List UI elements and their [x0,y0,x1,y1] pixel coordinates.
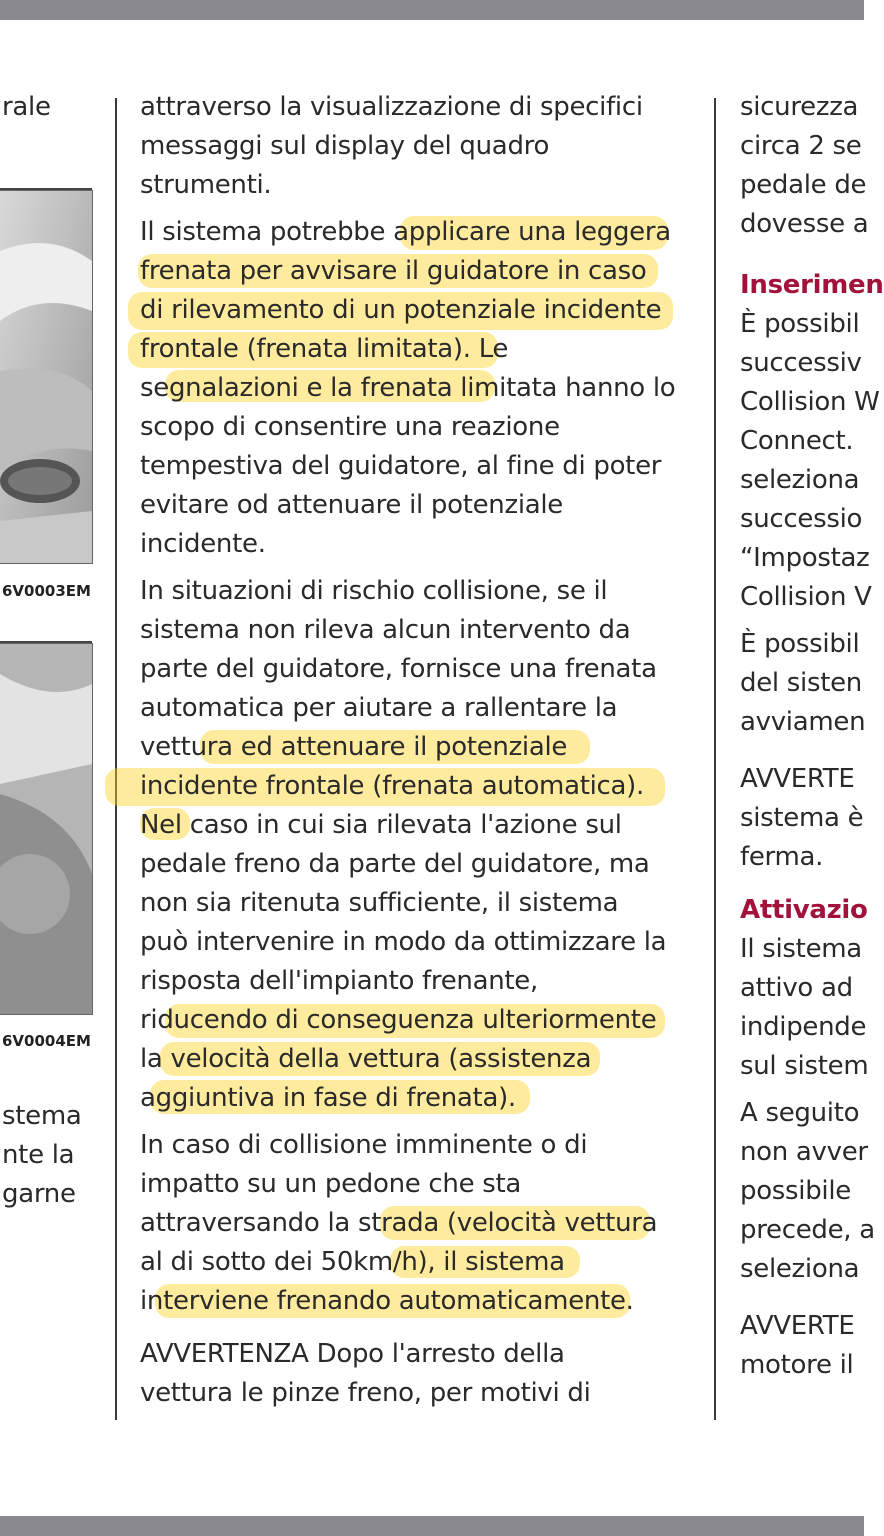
car-interior-image [0,643,93,1015]
paragraph: In situazioni di rischio collisione, se il sistema non rileva alcun intervento da parte del guidatore, fornisce una frenata automatica per aiutare a rallentare la vettura ed attenuare il potenziale incidente frontale (frenata automatica). Nel caso in cui sia rilevata l'azione sul pedale freno da parte del guidatore, ma non sia ritenuta sufficiente, il sistema può intervenire in modo da ottimizzare la risposta dell'impianto frenante, riducendo di conseguenza ulteriormente la velocità della vettura (assistenza aggiuntiva in fase di frenata). [140,576,667,1113]
paragraph: Il sistema attivo ad indipende sul sistem [740,934,869,1081]
bottom-frame-bar [0,1516,864,1536]
section-heading: Attivazio [740,895,868,925]
paragraph: AVVERTENZA Dopo l'arresto della vettura le pinze freno, per motivi di [140,1339,591,1408]
image-label: 6V0004EM [2,1032,91,1050]
middle-text-column [140,88,675,1421]
image-label: 6V0003EM [2,582,91,600]
right-text-column [740,88,884,1393]
image-divider [0,188,92,190]
paragraph: È possibil successiv Collision W Connect. seleziona successio “Impostaz Collision V [740,309,880,612]
paragraph: In caso di collisione imminente o di impatto su un pedone che sta attraversando la strada (velocità vettura al di sotto dei 50km/h), il sistema interviene frenando automaticamente. [140,1130,658,1316]
paragraph: AVVERTE sistema è ferma. [740,764,864,872]
section-heading: Inserimen [740,270,884,300]
paragraph: sicurezza circa 2 se pedale de dovesse a [740,92,869,239]
image-divider [0,641,92,643]
left-top-fragment: rale [2,92,51,122]
paragraph: AVVERTE motore il [740,1311,855,1380]
car-front-image [0,190,93,564]
paragraph: Il sistema potrebbe applicare una leggera frenata per avvisare il guidatore in caso di rilevamento di un potenziale incidente frontale (frenata limitata). Le segnalazioni e la frenata limitata hanno lo scopo di consentire una reazione tempestiva del guidatore, al fine di poter evitare od attenuare il potenziale incidente. [140,217,676,559]
column-divider-left [115,98,117,1420]
column-divider-right [714,98,716,1420]
left-bottom-fragments: stema nte la garne [2,1101,82,1209]
paragraph: A seguito non avver possibile precede, a seleziona [740,1098,875,1284]
paragraph: È possibil del sisten avviamen [740,629,866,737]
top-frame-bar [0,0,864,20]
paragraph: attraverso la visualizzazione di specifici messaggi sul display del quadro strumenti. [140,92,643,200]
